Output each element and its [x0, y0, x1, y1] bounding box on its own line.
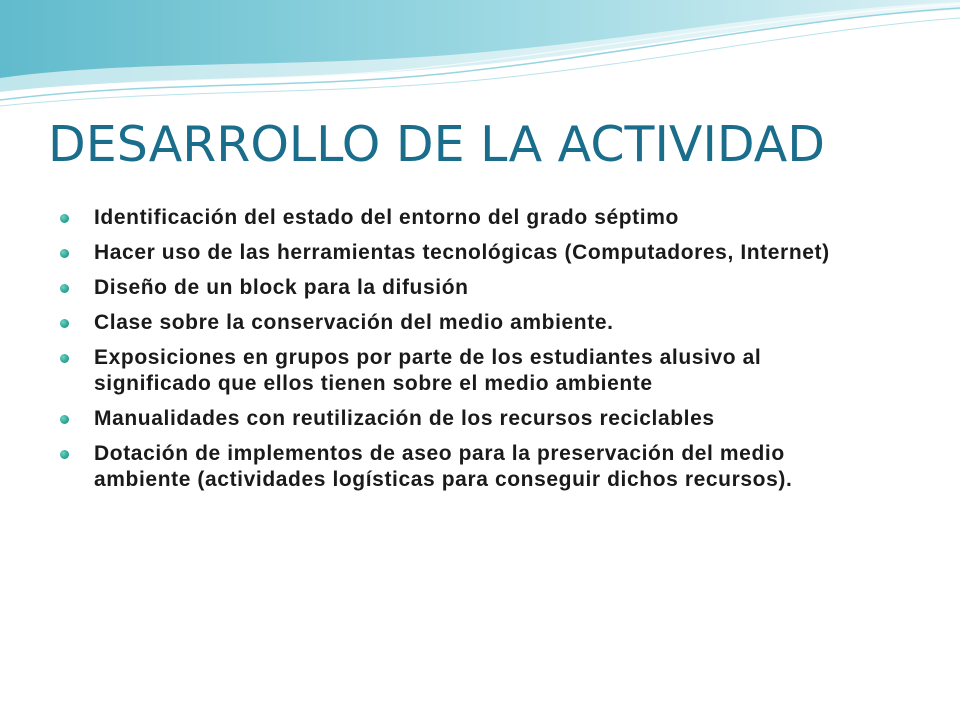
list-item-text: Exposiciones en grupos por parte de los estudiantes alusivo al significado que ellos tienen sobre el medio ambiente [94, 346, 762, 395]
list-item-text: Hacer uso de las herramientas tecnológicas (Computadores, Internet) [94, 241, 830, 264]
list-item [60, 205, 880, 231]
list-item-text: Identificación del estado del entorno del grado séptimo [94, 206, 679, 229]
bullet-dot-icon [60, 415, 69, 424]
list-item [60, 441, 880, 493]
list-item [60, 345, 880, 397]
list-item [60, 275, 880, 301]
bullet-dot-icon [60, 450, 69, 459]
header-wave-decoration [0, 0, 960, 120]
bullet-dot-icon [60, 354, 69, 363]
bullet-dot-icon [60, 319, 69, 328]
bullet-dot-icon [60, 284, 69, 293]
list-item [60, 406, 880, 432]
slide-title: DESARROLLO DE LA ACTIVIDAD [48, 116, 826, 173]
list-item-text: Dotación de implementos de aseo para la preservación del medio ambiente (actividades logísticas para conseguir dichos recursos). [94, 442, 793, 491]
bullet-dot-icon [60, 214, 69, 223]
bullet-dot-icon [60, 249, 69, 258]
list-item [60, 310, 880, 336]
list-item-text: Diseño de un block para la difusión [94, 276, 469, 299]
list-item-text: Clase sobre la conservación del medio ambiente. [94, 311, 614, 334]
list-item [60, 240, 880, 266]
list-item-text: Manualidades con reutilización de los recursos reciclables [94, 407, 715, 430]
activity-list [60, 205, 880, 502]
